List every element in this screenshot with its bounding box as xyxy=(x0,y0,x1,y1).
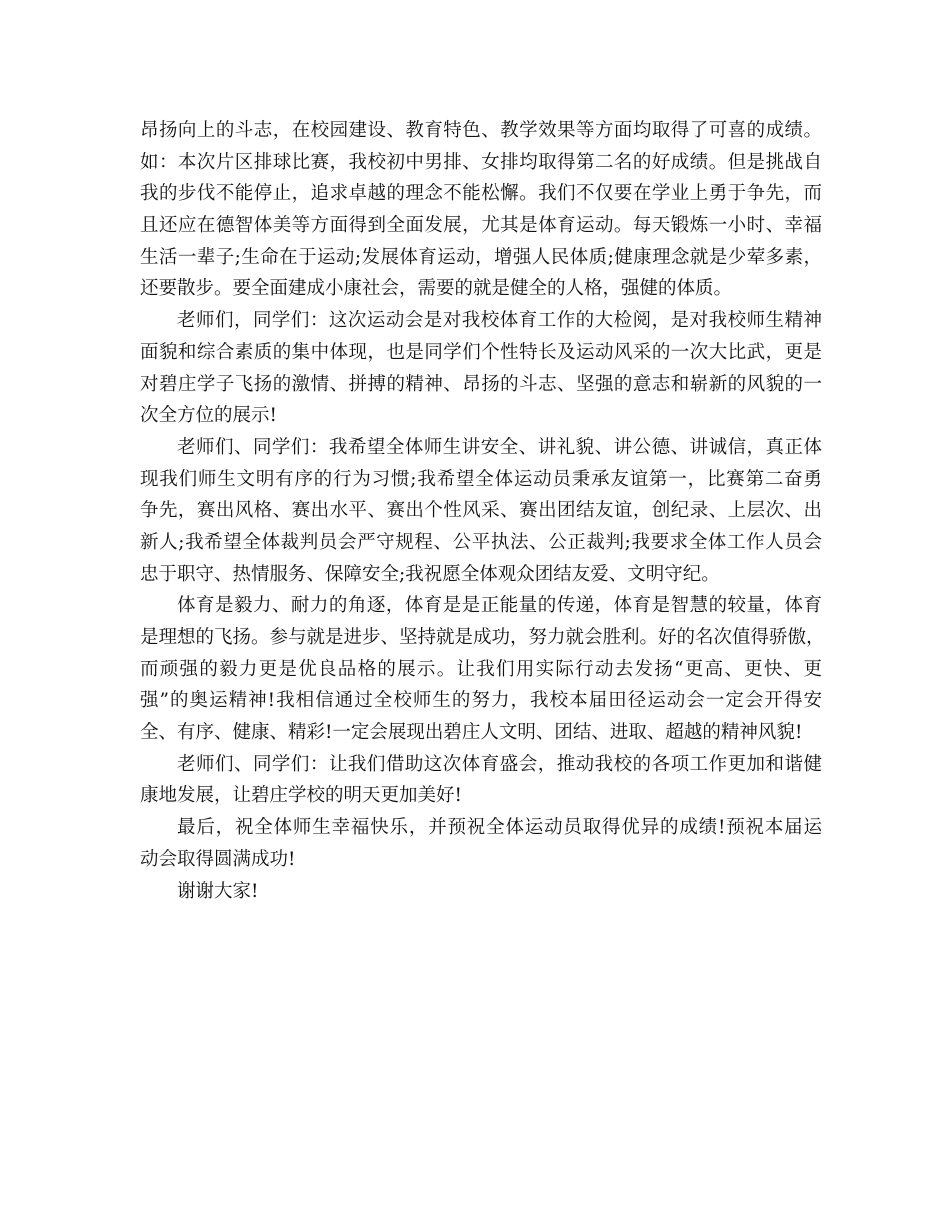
text-line: 新人;我希望全体裁判员会严守规程、公平执法、公正裁判;我要求全体工作人员会 xyxy=(140,531,822,553)
text-line: 对碧庄学子飞扬的激情、拼搏的精神、昂扬的斗志、坚强的意志和崭新的风貌的一 xyxy=(140,373,822,395)
text-line: 最后，祝全体师生幸福快乐，并预祝全体运动员取得优异的成绩!预祝本届运 xyxy=(177,817,822,839)
text-line: 老师们，同学们：这次运动会是对我校体育工作的大检阅，是对我校师生精神 xyxy=(177,310,822,332)
text-line: 全、有序、健康、精彩!一定会展现出碧庄人文明、团结、进取、超越的精神风貌! xyxy=(140,722,803,744)
text-line: 次全方位的展示! xyxy=(140,405,277,427)
text-line: 康地发展，让碧庄学校的明天更加美好! xyxy=(140,785,462,807)
text-line: 昂扬向上的斗志，在校园建设、教育特色、教学效果等方面均取得了可喜的成绩。 xyxy=(140,120,822,141)
text-line: 强”的奥运精神!我相信通过全校师生的努力，我校本届田径运动会一定会开得安 xyxy=(140,690,822,712)
text-line: 动会取得圆满成功! xyxy=(140,848,296,870)
text-line: 还要散步。要全面建成小康社会，需要的就是健全的人格，强健的体质。 xyxy=(140,278,733,300)
text-line: 生活一辈子;生命在于运动;发展体育运动，增强人民体质;健康理念就是少荤多素， xyxy=(140,246,822,268)
text-line: 而顽强的毅力更是优良品格的展示。让我们用实际行动去发扬“更高、更快、更 xyxy=(140,658,822,680)
text-line: 如：本次片区排球比赛，我校初中男排、女排均取得第二名的好成绩。但是挑战自 xyxy=(140,151,822,173)
text-line: 且还应在德智体美等方面得到全面发展，尤其是体育运动。每天锻炼一小时、幸福 xyxy=(140,215,822,237)
text-line: 现我们师生文明有序的行为习惯;我希望全体运动员秉承友谊第一，比赛第二奋勇 xyxy=(140,468,822,490)
text-line: 体育是毅力、耐力的角逐，体育是是正能量的传递，体育是智慧的较量，体育 xyxy=(177,595,822,617)
text-line: 忠于职守、热情服务、保障安全;我祝愿全体观众团结友爱、文明守纪。 xyxy=(140,563,720,585)
text-line: 面貌和综合素质的集中体现，也是同学们个性特长及运动风采的一次大比武，更是 xyxy=(140,341,822,363)
text-line: 老师们、同学们：我希望全体师生讲安全、讲礼貌、讲公德、讲诚信，真正体 xyxy=(177,436,822,458)
text-line: 我的步伐不能停止，追求卓越的理念不能松懈。我们不仅要在学业上勇于争先，而 xyxy=(140,183,822,205)
text-line: 争先，赛出风格、赛出水平、赛出个性风采、赛出团结友谊，创纪录、上层次、出 xyxy=(140,500,822,522)
document-body xyxy=(140,115,825,907)
text-line: 是理想的飞扬。参与就是进步、坚持就是成功，努力就会胜利。好的名次值得骄傲， xyxy=(140,627,825,648)
text-line: 老师们、同学们：让我们借助这次体育盛会，推动我校的各项工作更加和谐健 xyxy=(177,753,822,775)
text-line: 谢谢大家! xyxy=(177,880,259,902)
